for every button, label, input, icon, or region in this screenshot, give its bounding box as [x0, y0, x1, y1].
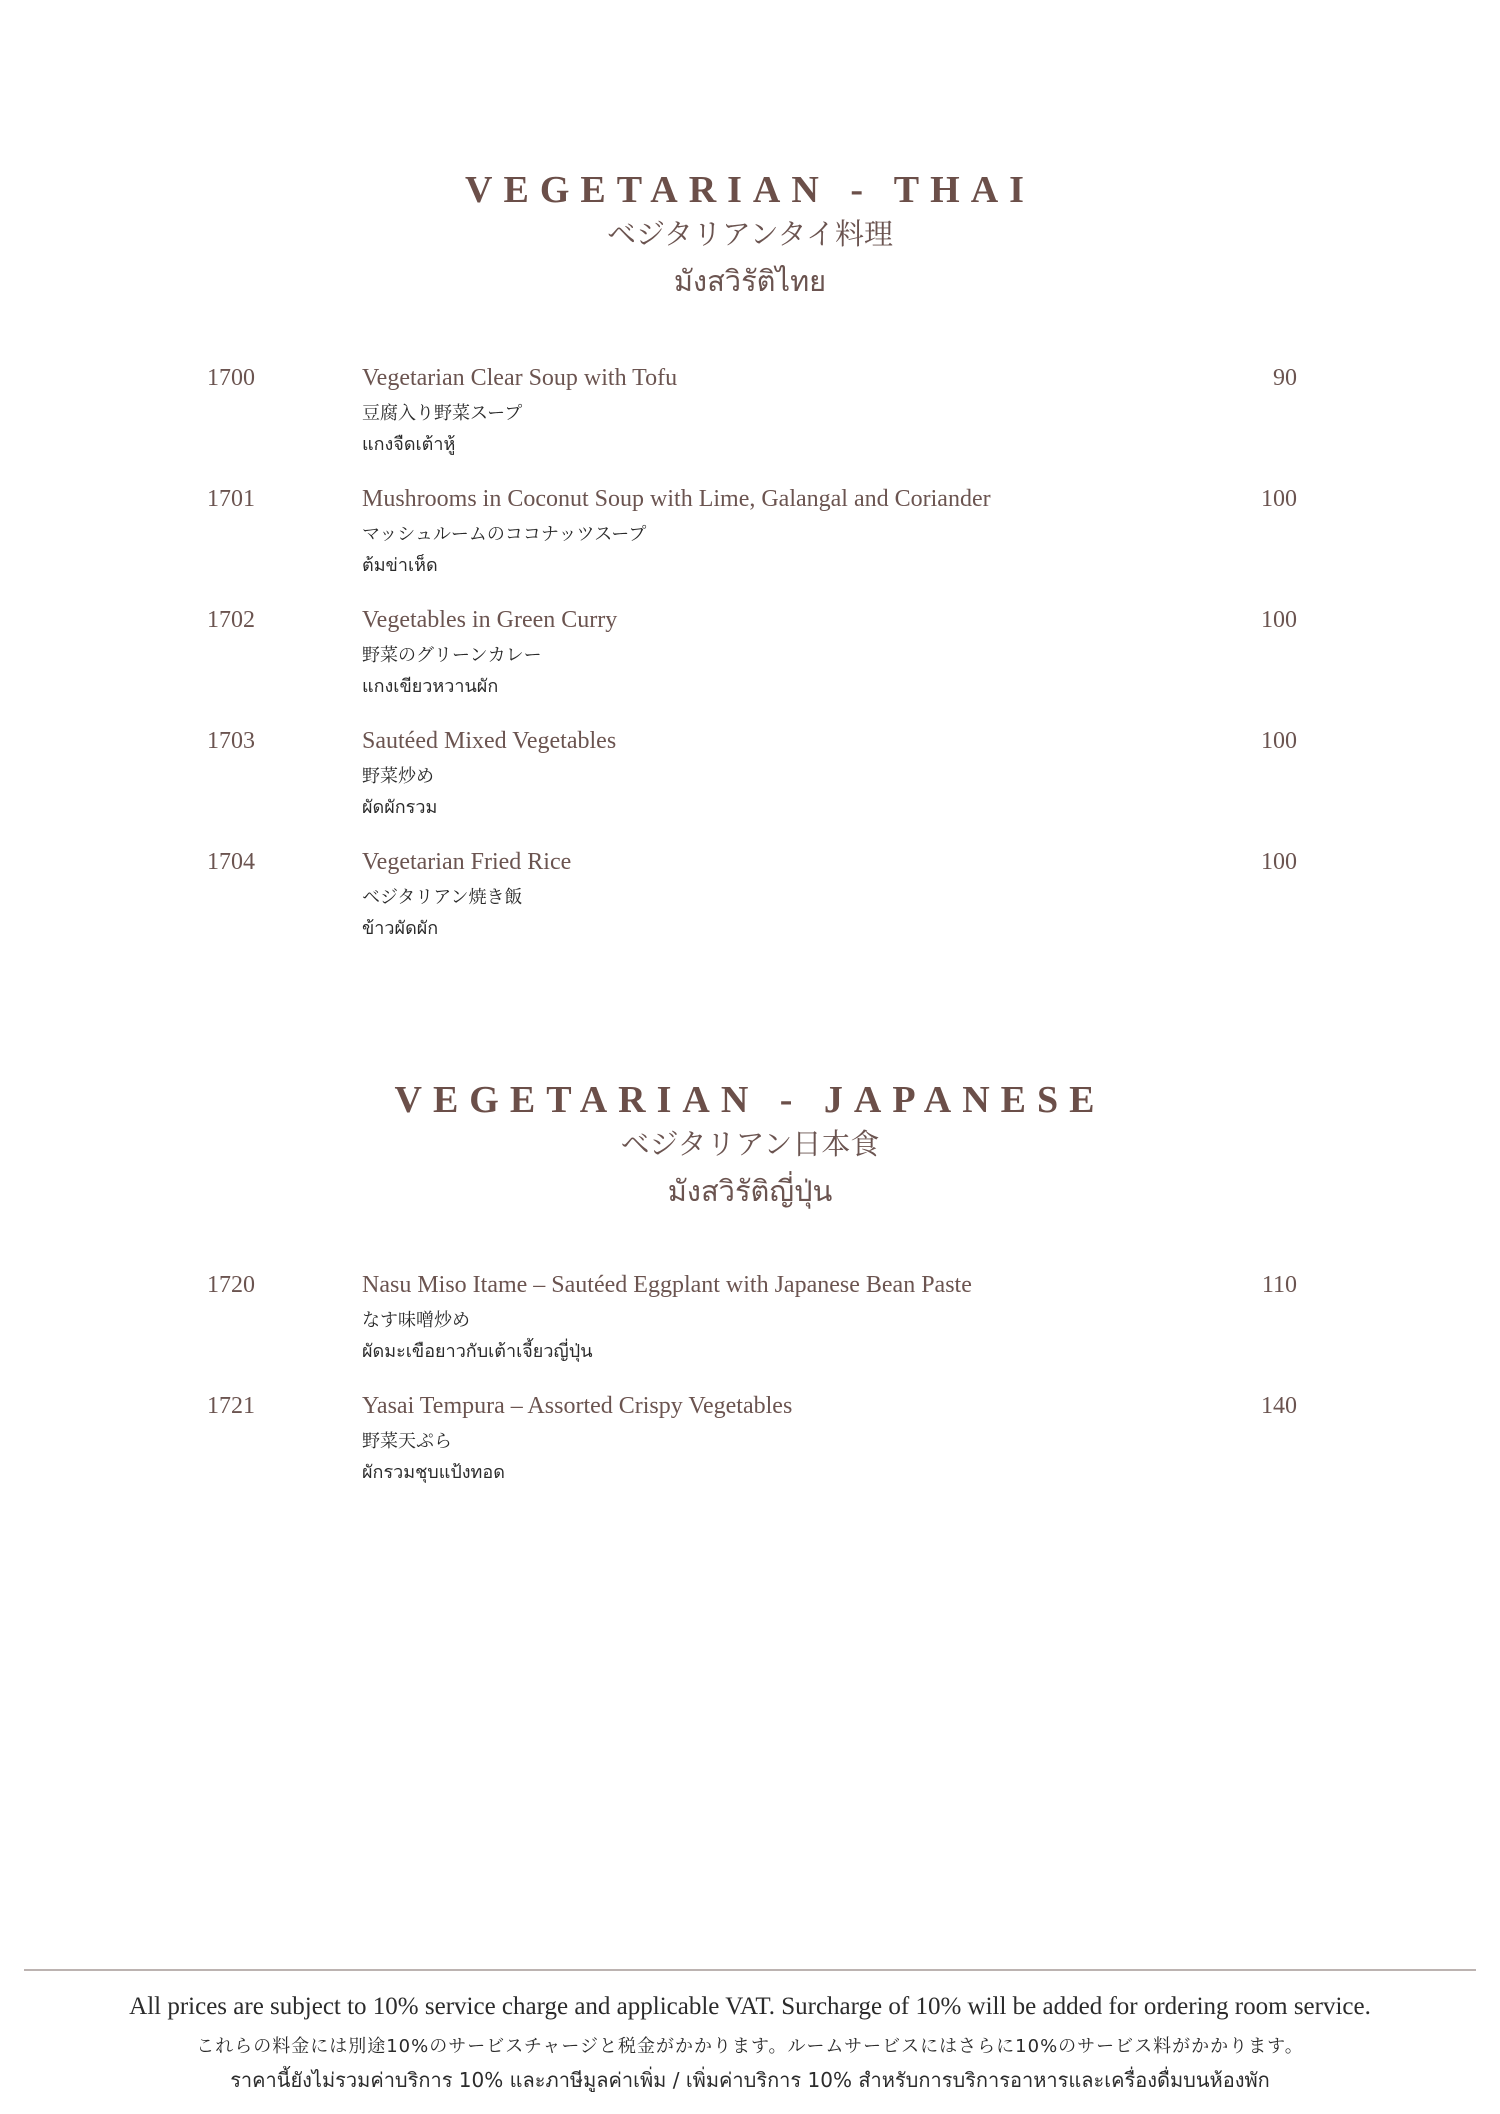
item-name: Nasu Miso Itame – Sautéed Eggplant with Japanese Bean Paste — [362, 1272, 972, 1298]
item-name-th: ผักรวมชุบแป้งทอด — [362, 1462, 505, 1483]
item-name-jp: 豆腐入り野菜スープ — [362, 403, 523, 424]
section-subtitle-japanese-jp: ベジタリアン日本食 — [620, 1127, 880, 1161]
item-name-jp: 野菜炒め — [362, 766, 434, 787]
item-price: 110 — [1261, 1272, 1297, 1298]
section-title-thai: VEGETARIAN - THAI — [465, 169, 1035, 211]
item-name-jp: ベジタリアン焼き飯 — [362, 887, 523, 908]
menu-item-1701 — [0, 486, 1500, 596]
item-name-th: แกงเขียวหวานผัก — [362, 676, 499, 697]
section-subtitle-japanese-th: มังสวิรัติญี่ปุ่น — [667, 1174, 833, 1208]
footer-note-jp: これらの料金には別途10%のサービスチャージと税金がかかります。ルームサービスにはさらに10%のサービス料がかかります。 — [196, 2036, 1304, 2057]
item-code: 1721 — [207, 1393, 255, 1419]
section-subtitle-thai-jp: ベジタリアンタイ料理 — [607, 217, 893, 251]
item-name-th: แกงจืดเต้าหู้ — [362, 434, 456, 455]
item-name: Vegetarian Clear Soup with Tofu — [362, 365, 678, 391]
item-name-jp: 野菜天ぷら — [362, 1431, 452, 1452]
footer-note-th: ราคานี้ยังไม่รวมค่าบริการ 10% และภาษีมูลค่าเพิ่ม / เพิ่มค่าบริการ 10% สำหรับการบริการอาหารและเครื่องดื่มบนห้องพัก — [230, 2068, 1270, 2092]
item-name-th: ต้มข่าเห็ด — [362, 555, 438, 576]
item-name: Yasai Tempura – Assorted Crispy Vegetables — [362, 1393, 793, 1419]
item-code: 1720 — [207, 1272, 255, 1298]
item-code: 1703 — [207, 728, 255, 754]
menu-item-1704 — [0, 849, 1500, 959]
menu-item-1703 — [0, 728, 1500, 838]
item-code: 1700 — [207, 365, 255, 391]
menu-item-1720 — [0, 1272, 1500, 1382]
footer-divider — [24, 1969, 1476, 1971]
section-title-japanese: VEGETARIAN - JAPANESE — [394, 1079, 1106, 1121]
item-price: 90 — [1273, 365, 1297, 391]
item-name-th: ข้าวผัดผัก — [362, 918, 439, 939]
item-name-th: ผัดมะเขือยาวกับเต้าเจี้ยวญี่ปุ่น — [362, 1341, 593, 1362]
item-name: Mushrooms in Coconut Soup with Lime, Galangal and Coriander — [362, 486, 991, 512]
item-name-th: ผัดผักรวม — [362, 797, 438, 818]
item-price: 100 — [1261, 849, 1297, 875]
item-code: 1704 — [207, 849, 255, 875]
item-name: Sautéed Mixed Vegetables — [362, 728, 617, 754]
item-price: 100 — [1261, 486, 1297, 512]
item-code: 1701 — [207, 486, 255, 512]
section-subtitle-thai-th: มังสวิรัติไทย — [673, 264, 827, 298]
menu-item-1702 — [0, 607, 1500, 717]
item-price: 100 — [1261, 607, 1297, 633]
item-price: 140 — [1261, 1393, 1297, 1419]
footer-note-en: All prices are subject to 10% service charge and applicable VAT. Surcharge of 10% will be added for ordering room service. — [129, 1993, 1371, 2020]
item-name: Vegetarian Fried Rice — [362, 849, 572, 875]
menu-item-1700 — [0, 365, 1500, 475]
item-code: 1702 — [207, 607, 255, 633]
item-name-jp: マッシュルームのココナッツスープ — [362, 524, 647, 545]
item-name-jp: なす味噌炒め — [362, 1310, 470, 1331]
menu-item-1721 — [0, 1393, 1500, 1503]
item-name-jp: 野菜のグリーンカレー — [362, 645, 542, 666]
item-price: 100 — [1261, 728, 1297, 754]
item-name: Vegetables in Green Curry — [362, 607, 618, 633]
